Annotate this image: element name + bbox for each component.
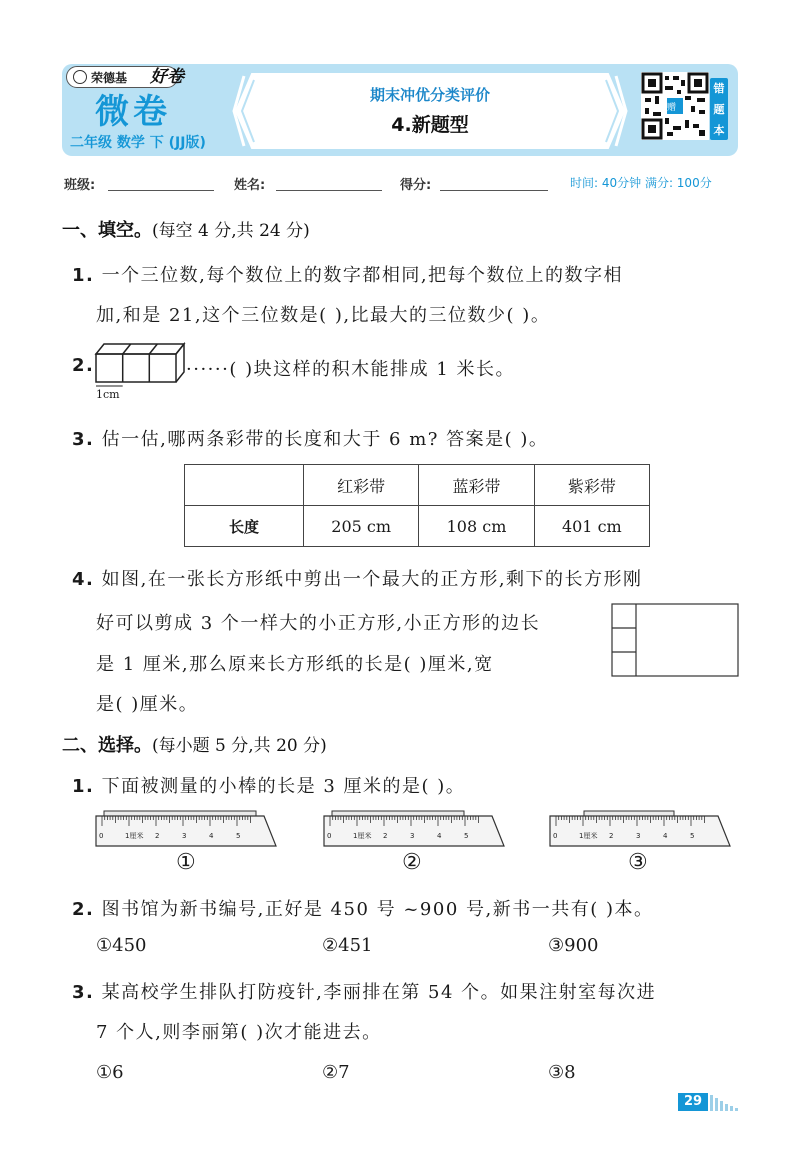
ribbon-length-table bbox=[184, 464, 650, 547]
question-number: 1. bbox=[72, 776, 95, 797]
section2-note: (每小题 5 分,共 20 分) bbox=[152, 736, 327, 756]
name-label: 姓名: bbox=[234, 178, 266, 193]
option-3[interactable]: ③8 bbox=[548, 1062, 576, 1083]
question-1-4-line4: 是( )厘米。 bbox=[96, 694, 199, 715]
option-1[interactable]: ①450 bbox=[96, 935, 147, 956]
question-text: 某高校学生排队打防疫针,李丽排在第 54 个。如果注射室每次进 bbox=[101, 982, 657, 1003]
ruler-2 bbox=[322, 810, 506, 854]
ruler-figure bbox=[94, 810, 278, 850]
rectangle-cut-figure bbox=[610, 602, 740, 678]
table-cell: 108 cm bbox=[419, 506, 534, 547]
ruler-tick-label: 0 bbox=[553, 832, 558, 840]
table-row bbox=[185, 465, 650, 506]
ruler-tick-label: 1厘米 bbox=[125, 832, 144, 840]
tag-char: 题 bbox=[713, 102, 725, 116]
page-title: 4.新题型 bbox=[391, 114, 469, 136]
ruler-tick-label: 2 bbox=[609, 832, 614, 840]
option-1[interactable]: ① bbox=[176, 850, 196, 875]
grade-label: 二年级 数学 下 (JJ版) bbox=[70, 135, 206, 151]
ruler-tick-label: 4 bbox=[209, 832, 214, 840]
brand-name: 微卷 bbox=[95, 92, 171, 132]
face-icon bbox=[73, 70, 87, 84]
question-number: 3. bbox=[72, 982, 95, 1003]
section2-title: 二、选择。 bbox=[62, 735, 152, 756]
class-label: 班级: bbox=[64, 178, 96, 193]
question-2-3 bbox=[72, 978, 656, 1004]
ruler-tick-label: 2 bbox=[155, 832, 160, 840]
question-2-3-line2: 7 个人,则李丽第( )次才能进去。 bbox=[96, 1022, 382, 1043]
exam-subtitle: 期末冲优分类评价 bbox=[369, 86, 490, 104]
page-number: 29 bbox=[678, 1093, 708, 1111]
question-1-3 bbox=[72, 425, 548, 451]
option-2[interactable]: ② bbox=[402, 850, 422, 875]
ruler-figure bbox=[548, 810, 732, 850]
table-header-cell: 蓝彩带 bbox=[419, 465, 534, 506]
ruler-tick-label: 0 bbox=[327, 832, 332, 840]
ruler-tick-label: 1厘米 bbox=[353, 832, 372, 840]
ruler-tick-label: 5 bbox=[464, 832, 469, 840]
question-number: 2. bbox=[72, 899, 95, 920]
section1-heading bbox=[62, 216, 310, 242]
option-2[interactable]: ②7 bbox=[322, 1062, 350, 1083]
qr-label: 赠 bbox=[667, 103, 677, 113]
ruler-tick-label: 0 bbox=[99, 832, 104, 840]
score-label: 得分: bbox=[400, 178, 432, 193]
question-number: 1. bbox=[72, 265, 95, 286]
question-1-4-line3: 是 1 厘米,那么原来长方形纸的长是( )厘米,宽 bbox=[96, 654, 494, 675]
ruler-tick-label: 3 bbox=[410, 832, 415, 840]
time-limit: 时间: 40分钟 满分: 100分 bbox=[570, 176, 712, 190]
table-row-label: 长度 bbox=[185, 506, 304, 547]
ruler-tick-label: 3 bbox=[636, 832, 641, 840]
table-header-cell: 红彩带 bbox=[304, 465, 419, 506]
table-cell: 205 cm bbox=[304, 506, 419, 547]
question-number: 4. bbox=[72, 569, 95, 590]
question-2-1 bbox=[72, 772, 465, 798]
question-number: 3. bbox=[72, 429, 95, 450]
option-3[interactable]: ③ bbox=[628, 850, 648, 875]
section1-title: 一、填空。 bbox=[62, 220, 152, 241]
table-row bbox=[185, 506, 650, 547]
option-3[interactable]: ③900 bbox=[548, 935, 599, 956]
option-1[interactable]: ①6 bbox=[96, 1062, 124, 1083]
question-1-2-number bbox=[72, 355, 94, 376]
question-text: 下面被测量的小棒的长是 3 厘米的是( )。 bbox=[101, 776, 466, 797]
table-cell: 401 cm bbox=[534, 506, 649, 547]
ruler-tick-label: 5 bbox=[236, 832, 241, 840]
section2-heading bbox=[62, 731, 327, 757]
question-1-1 bbox=[72, 261, 623, 287]
question-1-2-text: ······( )块这样的积木能排成 1 米长。 bbox=[186, 359, 515, 380]
option-2[interactable]: ②451 bbox=[322, 935, 373, 956]
ruler-tick-label: 5 bbox=[690, 832, 695, 840]
tag-char: 本 bbox=[713, 123, 725, 137]
section1-note: (每空 4 分,共 24 分) bbox=[152, 221, 310, 241]
ruler-tick-label: 4 bbox=[663, 832, 668, 840]
table-header-cell bbox=[185, 465, 304, 506]
question-1-1-line2: 加,和是 21,这个三位数是( ),比最大的三位数少( )。 bbox=[96, 305, 551, 326]
question-2-2 bbox=[72, 895, 654, 921]
table-header-cell: 紫彩带 bbox=[534, 465, 649, 506]
error-book-tag[interactable] bbox=[710, 78, 728, 140]
question-number: 2. bbox=[72, 355, 95, 376]
question-text: 估一估,哪两条彩带的长度和大于 6 m? 答案是( )。 bbox=[101, 429, 549, 450]
ruler-figure bbox=[322, 810, 506, 850]
class-blank[interactable] bbox=[108, 190, 214, 191]
ruler-3 bbox=[548, 810, 732, 854]
name-blank[interactable] bbox=[276, 190, 382, 191]
ruler-tick-label: 4 bbox=[437, 832, 442, 840]
cube-unit-label: 1cm bbox=[96, 388, 120, 401]
ruler-tick-label: 3 bbox=[182, 832, 187, 840]
question-text: 如图,在一张长方形纸中剪出一个最大的正方形,剩下的长方形刚 bbox=[101, 569, 643, 590]
question-1-4-line2: 好可以剪成 3 个一样大的小正方形,小正方形的边长 bbox=[96, 613, 541, 634]
question-text: 图书馆为新书编号,正好是 450 号 ~900 号,新书一共有( )本。 bbox=[101, 899, 654, 920]
page-bars-icon bbox=[710, 1095, 740, 1111]
logo-text: 荣德基 bbox=[91, 70, 128, 85]
question-1-4 bbox=[72, 565, 643, 591]
ruler-1 bbox=[94, 810, 278, 854]
ruler-tick-label: 1厘米 bbox=[579, 832, 598, 840]
cube-blocks-figure bbox=[94, 340, 186, 388]
logo-sub: 好卷 bbox=[150, 67, 184, 87]
ruler-tick-label: 2 bbox=[383, 832, 388, 840]
score-blank[interactable] bbox=[440, 190, 548, 191]
tag-char: 错 bbox=[713, 82, 725, 96]
question-text: 一个三位数,每个数位上的数字都相同,把每个数位上的数字相 bbox=[101, 265, 624, 286]
